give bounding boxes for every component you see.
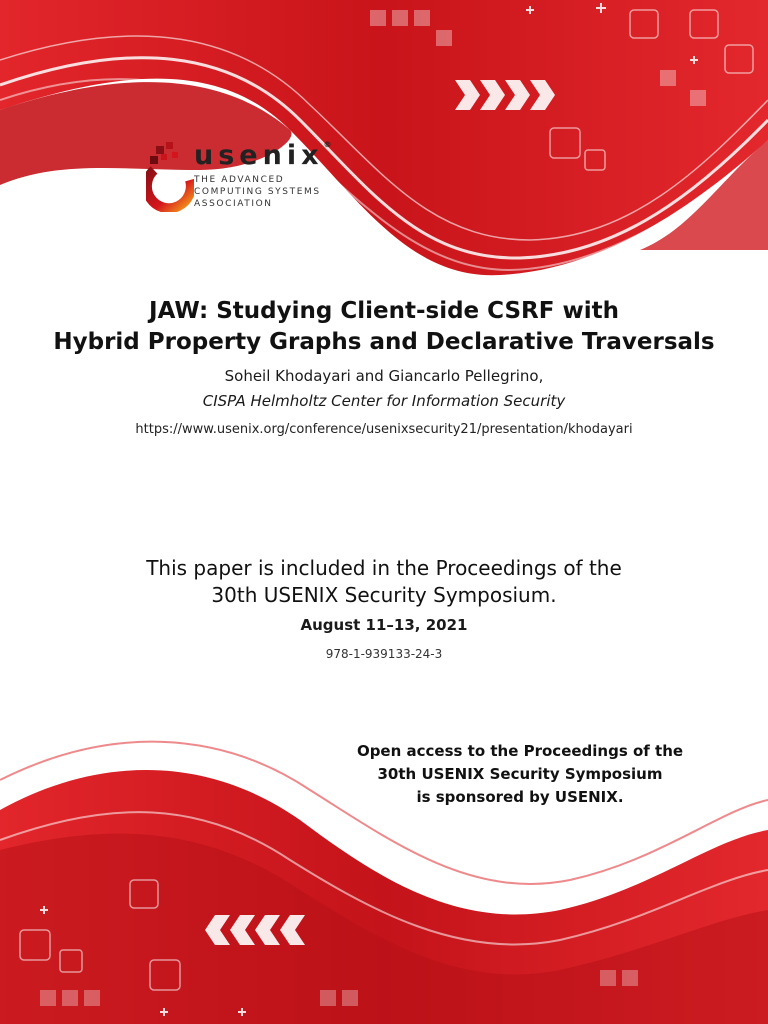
tagline-line: COMPUTING SYSTEMS (194, 187, 321, 197)
tagline-line: ASSOCIATION (194, 199, 273, 209)
proceedings-line: 30th USENIX Security Symposium. (211, 583, 557, 607)
proceedings-line: This paper is included in the Proceedings of the (146, 556, 622, 580)
usenix-tagline (194, 174, 364, 210)
sponsor-note (340, 740, 700, 809)
top-wave-banner (0, 0, 768, 290)
sponsor-line: Open access to the Proceedings of the (356, 742, 684, 760)
registered-mark: ® (323, 140, 332, 149)
usenix-logo (146, 140, 346, 220)
title-line: Hybrid Property Graphs and Declarative Traversals (53, 329, 715, 355)
sponsor-line: is sponsored by USENIX. (416, 788, 624, 806)
wordmark-text: usenix (194, 140, 324, 171)
paper-authors: Soheil Khodayari and Giancarlo Pellegrino, (224, 367, 544, 385)
proceedings-statement (0, 555, 768, 609)
title-line: JAW: Studying Client-side CSRF with (149, 298, 619, 324)
tagline-line: THE ADVANCED (194, 175, 285, 185)
usenix-logo-mark-icon (146, 140, 194, 212)
paper-title (0, 296, 768, 358)
conference-date: August 11–13, 2021 (300, 616, 468, 634)
isbn: 978-1-939133-24-3 (325, 647, 443, 661)
usenix-wordmark (194, 140, 332, 171)
sponsor-line: 30th USENIX Security Symposium (377, 765, 663, 783)
paper-affiliation: CISPA Helmholtz Center for Information Security (202, 392, 566, 410)
paper-url-link[interactable]: https://www.usenix.org/conference/usenixsecurity21/presentation/khodayari (135, 422, 633, 437)
